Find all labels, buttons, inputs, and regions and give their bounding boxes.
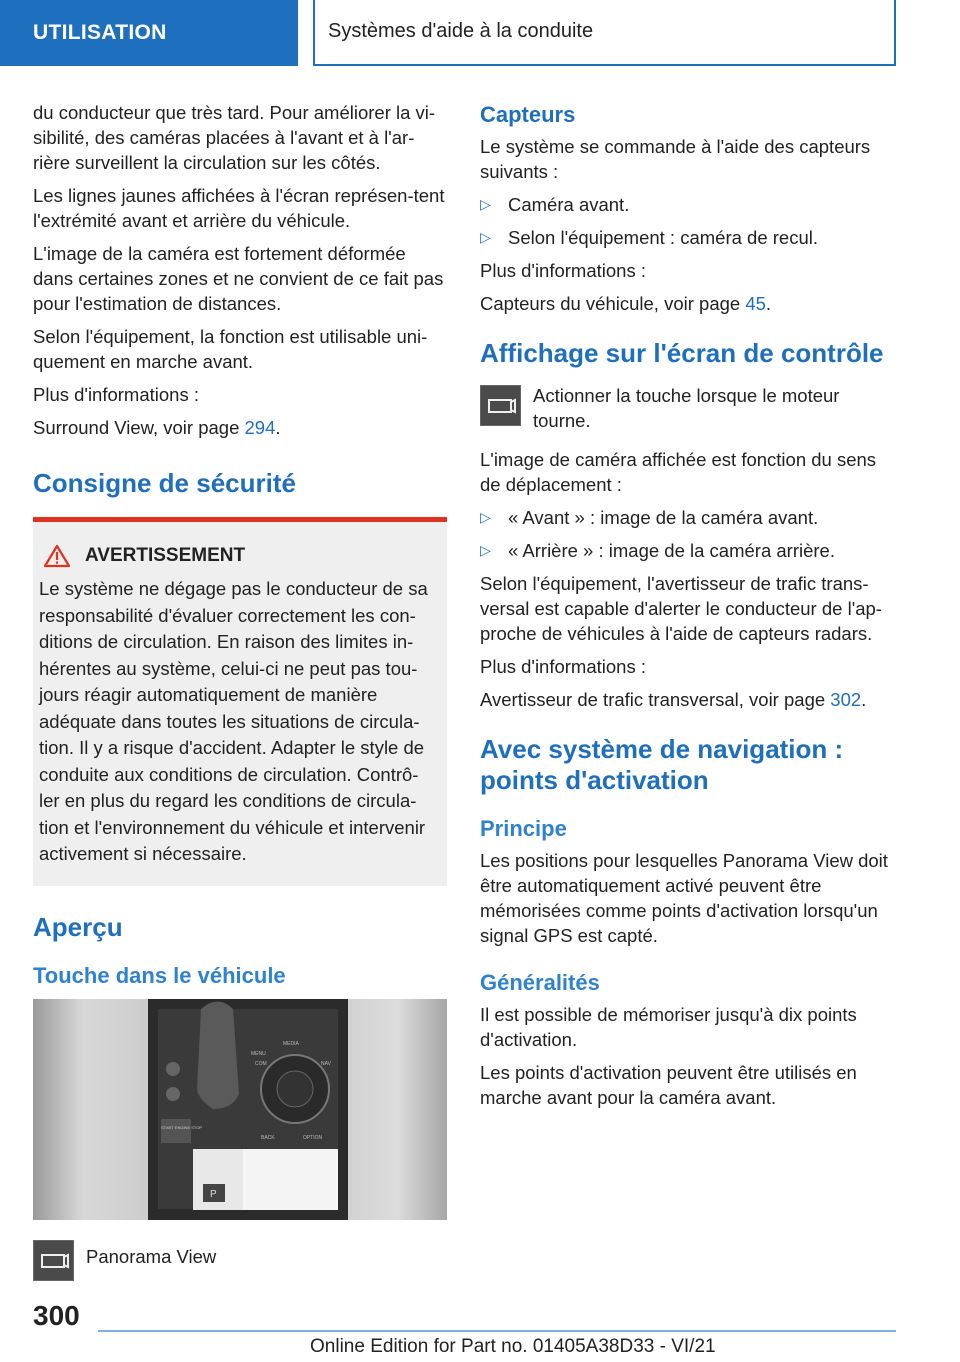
triangle-bullet-icon: ▷: [480, 196, 491, 212]
triangle-bullet-icon: ▷: [480, 229, 491, 245]
warning-title: AVERTISSEMENT: [85, 545, 246, 566]
camera-button-icon: [33, 1240, 74, 1281]
list-item-text: Selon l'équipement : caméra de recul.: [508, 227, 818, 248]
cross-reference-text: Surround View, voir page: [33, 417, 245, 438]
cross-reference-end: .: [861, 689, 867, 710]
triangle-bullet-icon: ▷: [480, 509, 491, 525]
paragraph: Les positions pour lesquelles Panorama View doit être automatiquement activé peuvent être mémorisées comme points d'activation lorsqu'un signal GPS est capté.: [480, 850, 888, 946]
warning-triangle-icon: [43, 544, 71, 568]
cross-reference: [480, 687, 896, 712]
page-link-294[interactable]: 294: [244, 417, 276, 438]
heading-general: Généralités: [480, 970, 600, 995]
cross-reference-text: Avertisseur de trafic transversal, voir page: [480, 689, 831, 710]
list-item: [480, 192, 896, 217]
right-column: [480, 100, 896, 1118]
list-item: [480, 505, 896, 530]
paragraph: Les lignes jaunes affichées à l'écran représen-tent l'extrémité avant et arrière du véhicule.: [33, 185, 445, 231]
left-column: [33, 100, 447, 1295]
list-item-text: « Arrière » : image de la caméra arrière.: [508, 540, 835, 561]
cross-reference: [33, 415, 447, 440]
chapter-title: Systèmes d'aide à la conduite: [313, 0, 896, 66]
cross-reference: [480, 291, 896, 316]
page-number: 300: [33, 1300, 80, 1331]
warning-text: Le système ne dégage pas le conducteur de sa responsabilité d'évaluer correctement les con-ditions de circulation. En raison des limites in-hérentes au système, celui-ci ne peut pas tou-jours réagir automatiquement de manière adéquate dans toutes les situations de circula-tion. Il y a risque d'accident. Adapter le style de conduite aux conditions de circulation. Contrô-ler en plus du regard les conditions de circula-tion et l'environnement du véhicule et intervenir activement si nécessaire.: [39, 578, 428, 864]
icon-caption: Panorama View: [86, 1245, 217, 1267]
list-item-text: Caméra avant.: [508, 194, 630, 215]
triangle-bullet-icon: ▷: [480, 542, 491, 558]
paragraph: du conducteur que très tard. Pour améliorer la vi-sibilité, des caméras placées à l'avant et à l'ar-rière surveillent la circulation sur les côtés.: [33, 102, 436, 173]
photo-label-start-stop: START ENGINE STOP: [161, 1124, 203, 1130]
cross-reference-end: .: [765, 293, 772, 314]
photo-label-back: BACK: [261, 1134, 275, 1141]
cross-reference-text: Capteurs du véhicule, voir page: [480, 293, 746, 314]
footer-divider: [98, 1330, 896, 1332]
page-link-302[interactable]: 302: [830, 689, 862, 710]
photo-label-menu: MENU: [251, 1050, 266, 1057]
heading-button-in-vehicle: Touche dans le véhicule: [33, 962, 286, 988]
edition-text: Online Edition for Part no. 01405A38D33 - VI/21: [310, 1336, 716, 1357]
photo-label-park: P: [210, 1188, 217, 1200]
list-item: [480, 538, 896, 563]
heading-sensors: Capteurs: [480, 102, 576, 127]
paragraph: L'image de caméra affichée est fonction du sens de déplacement :: [480, 449, 877, 495]
page-link-45[interactable]: 45: [745, 293, 766, 314]
photo-label-media: MEDIA: [283, 1040, 299, 1047]
heading-overview: Aperçu: [33, 911, 123, 942]
list-item: [480, 225, 896, 250]
panorama-view-caption: [33, 1238, 447, 1281]
photo-label-option: OPTION: [303, 1134, 323, 1141]
photo-label-nav: NAV: [321, 1060, 331, 1067]
paragraph: Les points d'activation peuvent être utilisés en marche avant pour la caméra avant.: [480, 1062, 857, 1108]
paragraph: L'image de la caméra est fortement déformée dans certaines zones et ne convient de ce fait pas pour l'estimation de distances.: [33, 243, 444, 314]
heading-principle: Principe: [480, 816, 567, 841]
more-info-label: Plus d'informations :: [33, 384, 199, 405]
paragraph: Il est possible de mémoriser jusqu'à dix points d'activation.: [480, 1004, 857, 1050]
section-tab: UTILISATION: [0, 0, 298, 66]
photo-label-com: COM: [255, 1060, 267, 1067]
camera-button-icon: [480, 385, 521, 426]
console-photo: [33, 999, 447, 1220]
paragraph: Le système se commande à l'aide des capteurs suivants :: [480, 136, 871, 182]
heading-display: Affichage sur l'écran de contrôle: [480, 338, 884, 368]
cross-reference-end: .: [275, 417, 281, 438]
more-info-label: Plus d'informations :: [480, 260, 646, 281]
heading-safety: Consigne de sécurité: [33, 468, 296, 498]
list-item-text: « Avant » : image de la caméra avant.: [508, 507, 819, 528]
paragraph: Selon l'équipement, la fonction est utilisable uni-quement en marche avant.: [33, 326, 428, 372]
instruction-text: Actionner la touche lorsque le moteur tourne.: [533, 385, 840, 431]
heading-navigation: Avec système de navigation : points d'activation: [480, 734, 844, 795]
warning-header: [43, 544, 439, 568]
console-illustration: [33, 999, 447, 1220]
paragraph: Selon l'équipement, l'avertisseur de trafic trans-versal est capable d'alerter le conducteur de l'ap-proche de véhicules à l'aide de capteurs radars.: [480, 573, 882, 644]
warning-box: [33, 517, 447, 886]
display-instruction: [480, 383, 896, 433]
more-info-label: Plus d'informations :: [480, 656, 646, 677]
